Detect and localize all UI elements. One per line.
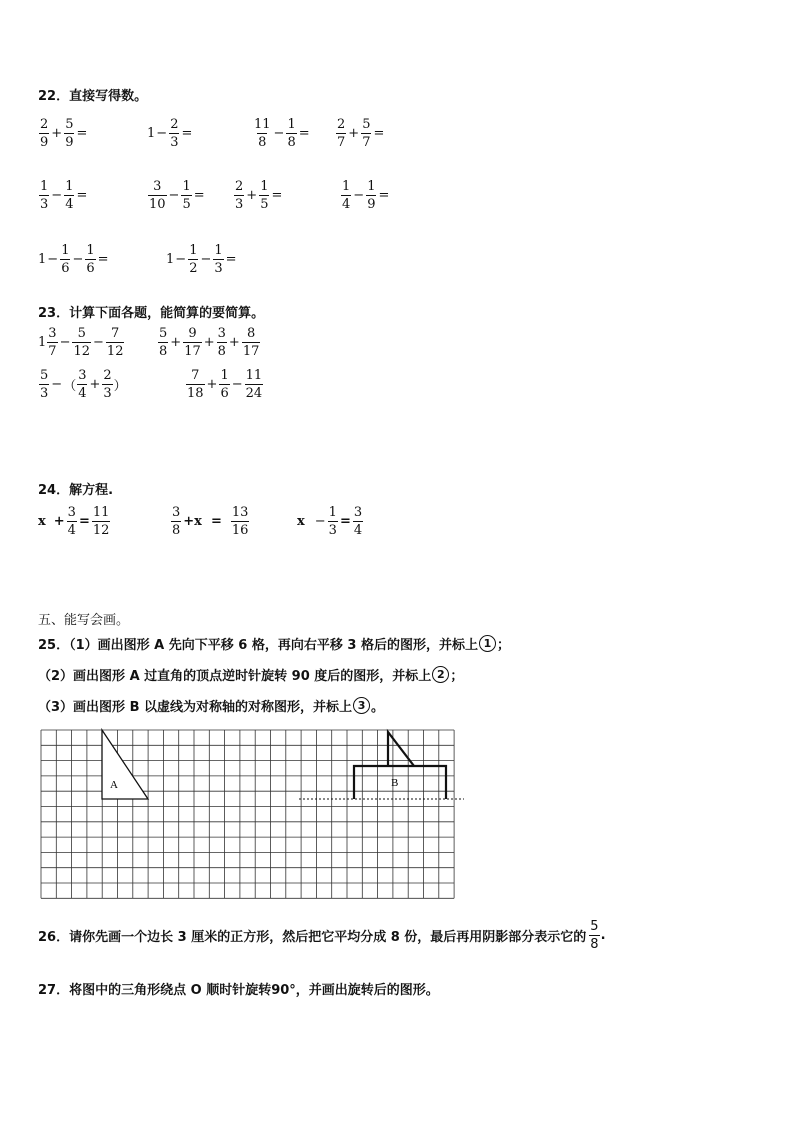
figure-b — [354, 766, 446, 799]
q23-expr-3: $\frac{5}{3}$ − （ $\frac{3}{4}$ + $\frac{2}{3}$ ） — [40, 368, 127, 401]
q27-text: 27．将图中的三角形绕点 O 顺时针旋转90°，并画出旋转后的图形。 — [38, 983, 439, 998]
q25-line-1: 25．（1）画出图形 A 先向下平移 6 格，再向右平移 3 格后的图形，并标上 1 ； — [38, 637, 510, 653]
q22-r3-a: 1 − $\frac{1}{6}$ − $\frac{1}{6}$ = — [38, 243, 109, 276]
q22-title: 22．直接写得数。 — [38, 89, 148, 104]
q22-r1-d: $\frac{2}{7}$ + $\frac{5}{7}$ = — [337, 117, 385, 150]
label-b: B — [391, 777, 399, 789]
q25-line-2: （2）画出图形 A 过直角的顶点逆时针旋转 90 度后的图形，并标上 2 ； — [38, 668, 464, 684]
q22-r2-b: $\frac{3}{10}$ − $\frac{1}{5}$ = — [149, 179, 205, 212]
q24-equation-3: x − $\frac{1}{3}$ = $\frac{3}{4}$ — [297, 505, 363, 538]
q22-r1-c: $\frac{11}{8}$ − $\frac{1}{8}$ = — [254, 117, 310, 150]
q22-r2-c: $\frac{2}{3}$ + $\frac{1}{5}$ = — [235, 179, 283, 212]
q23-expr-1: 1 $\frac{3}{7}$ − $\frac{5}{12}$ − $\frac{7}{12}$ — [38, 326, 124, 359]
section-5-title: 五、能写会画。 — [38, 613, 130, 628]
circle-mark-3: 3 — [353, 697, 370, 714]
q22-r1-a: $\frac{2}{9}$ + $\frac{5}{9}$ = — [40, 117, 88, 150]
q23-expr-4: $\frac{7}{18}$ + $\frac{1}{6}$ − $\frac{11}{24}$ — [187, 368, 263, 401]
q22-r1-b: 1 − $\frac{2}{3}$ = — [147, 117, 193, 150]
circle-mark-2: 2 — [432, 666, 449, 683]
q25-line-3: （3）画出图形 B 以虚线为对称轴的对称图形，并标上 3 。 — [38, 699, 385, 715]
q22-r3-b: 1 − $\frac{1}{2}$ − $\frac{1}{3}$ = — [166, 243, 237, 276]
triangle-a — [102, 730, 148, 799]
circle-mark-1: 1 — [479, 635, 496, 652]
q24-equation-2: $\frac{3}{8}$ +x = $\frac{13}{16}$ — [172, 505, 249, 538]
q24-equation-1: x + $\frac{3}{4}$ = $\frac{11}{12}$ — [38, 505, 110, 538]
q25-grid-figure — [40, 728, 466, 904]
q22-r2-d: $\frac{1}{4}$ − $\frac{1}{9}$ = — [342, 179, 390, 212]
q23-title: 23．计算下面各题，能简算的要简算。 — [38, 306, 265, 321]
q26-text: 26．请你先画一个边长 3 厘米的正方形，然后把它平均分成 8 份，最后再用阴影部分表示它的 $\frac{5}{8}$ . — [38, 919, 606, 952]
label-a: A — [110, 779, 118, 791]
q23-expr-2: $\frac{5}{8}$ + $\frac{9}{17}$ + $\frac{3}{8}$ + $\frac{8}{17}$ — [159, 326, 260, 359]
q22-r2-a: $\frac{1}{3}$ − $\frac{1}{4}$ = — [40, 179, 88, 212]
q24-title: 24．解方程. — [38, 483, 114, 498]
